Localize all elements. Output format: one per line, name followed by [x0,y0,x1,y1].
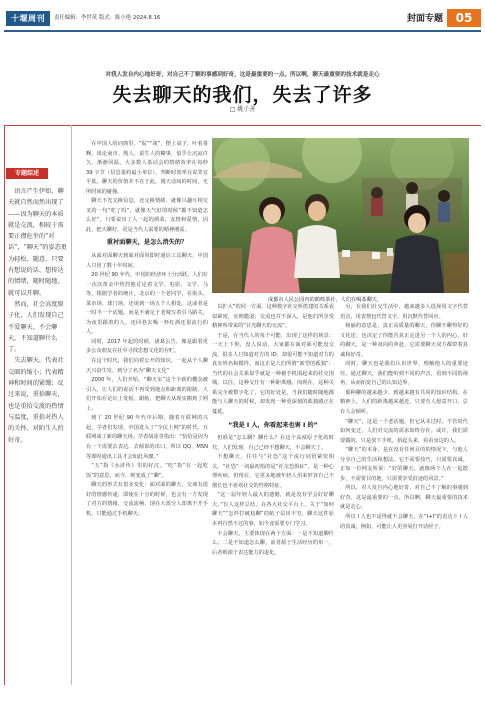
section-subheading: 重衬面聊天，是怎么消失的？ [106,239,188,247]
body-paragraph: 不想聊天，往往与“社恐”这个流行词语紧密相关。“社恐”一词最初指的是“社交恐惧症”，是一种心理疾病。但现在，它更多地被年轻人用来形容自己不擅长也不喜欢社交的性格特征。 [212,454,334,489]
body-column-3 [340,303,468,532]
body-paragraph: 同时，聊天也是我们认识世界、理解他人的重要途径。通过聊天，我们能听到不同的声音，看到不同的视角，从而拓宽自己的认知边界。 [340,361,468,387]
body-column-2 [212,303,334,558]
body-paragraph: 聊天不光交换信息，还交换情绪、就像兴趣互相交叉的一句“吃了吗”，就像天气好的时候“都不知道怎么好”，只要说出了人一起的酒菜，友情和爱情，因此，把天聊好，更是当代人需要的精神刚需。 [86,198,208,233]
body-paragraph: 在中国人的词典里，“侃”“谈”，摆上桌子，叶着茶啊，谈论南市、熟人，说生人的糊事，似乎让沉寂许久、渐渐回温。大多数人茶话会的情绪效率在每秒 39 字节（信息量约最小单位），判断时效率在说笑宜平低。聊天的价值并不在于此，漫天话间的时间，无所时间的碰撞。 [86,141,208,195]
body-paragraph: 从面对面聊天到面对面用即时通信工具聊天，中国人只用了数十年时间。 [86,253,208,269]
body-paragraph: 聊天的形式有很多变化：面对面的聊天，交谈有很好的情感传递，即使在十分的时候，也会有一方发现了对方的情绪，交流流畅，现在大部分人却离不开手机，只能通过手机聊天。 [86,482,208,517]
body-paragraph: 但谁是“怎么聊？聊什么？在这个高度原子化的时代，人们发现，自己已经不想聊天，不会聊天了。 [212,435,334,451]
body-paragraph: 2000 年，人们开始，“聊天室”这个全新的概念被引入，让人们的说话不再受到地点和距离的限制。人们开始在论坛上发帖，跟帖，把聊天从现实搬到了网上。 [86,377,208,412]
page-header [0,0,485,34]
sidebar-tag: 专题综述 [6,168,48,179]
sidebar-paragraph: 然而，社会高度原子化，人们发现自己不爱聊天、不会聊天、不知道聊什么了。 [8,300,64,354]
body-paragraph: “聊天”，这是一个老话题，但它从未过时。不管时代如何变迁，人们对交流的需求始终存在。或许，我们需要做的，只是放下手机，抬起头来，看看身边的人。 [340,418,468,444]
body-column-1 [86,140,208,519]
photo-illustration [212,138,469,293]
body-paragraph: “聊天”的本身，是在没有任何目的的情况下，与他人分享自己的生活和想法。它不需要技巧，只需要真诚。正如一位网友所说：“好的聊天，就像两个人在一起散步，不需要目的地，只需要享受沿途的风景。” [340,447,468,482]
body-paragraph: 到了 20 世纪 90 年代中后期，随着互联网的兴起，学者们发现，中国进入了“全民上网”的时代。互联网成了新的聊天场。学者胡泳等指出：“恰恰是因为有一个需要去表达、去倾诉的出口，所以 QQ、MSN 等即时通讯工具才会如此风靡。” [86,415,209,460]
teahouse-photo [212,138,469,293]
body-paragraph: “五”指《水浒传》里的好汉，“吃”指“在一起吃饭”的意思。而今，则变成了“聊”。 [86,463,208,479]
headline-divider [4,125,481,126]
sidebar-border [4,125,5,685]
photo-caption: 成都市人民公园内的鹤鸣茶社，人们在喝茶聊天。 [268,297,383,303]
column-divider [71,125,72,685]
article-headline: 失去聊天的我们，失去了许多 [112,84,373,106]
body-paragraph: “这一届年轻人最大的遗憾，就是没有学会好好聊天。”有人这样总结。在各大社交平台上，关于“如何聊天”“怎样打破尬聊”的帖子层出不穷，聊天这件原本再自然不过的事，如今竟需要专门学习。 [212,492,334,528]
body-paragraph: 那种聊的越来越少，到越来越有共同的知识结构。在精神上，人们的距离越来越近，只要有人愿意开口，总有人会倾听。 [340,389,468,416]
body-paragraph: 所以，对人发自内心地好奇，对自己不了解的事感到好奇，这是最重要的一点。所以啊，聊天最重要的技术就是走心。 [340,485,468,511]
editor-credits: 责任编辑：李世英 版式：陈小艳 2024.8.16 [54,15,161,21]
article-byline: □ 姚子善 [229,106,256,113]
body-paragraph: 所以 I 人也不是得就不会聊天，在“I+I”的表达下 I 人的真诚，例如，可能让人更容易打开话匣子。 [340,514,468,530]
section-subheading: “我是 I 人，你看起来也害 I 的” [228,421,318,429]
body-paragraph: 另，在我们社交生活中，越来越多人选择用文字代替语音，用表情包代替文字，用沉默代替回应。 [340,304,468,320]
sidebar-paragraph: 失去聊天，代表社交圈的缩小；代表精神和时间的紧绷；反过来说，重拾聊天，也是重拾交流的热情与温度，重拾对热人的关怀、对陌生人的好奇。 [8,357,64,444]
body-paragraph: 在这个时代，我们向着公开的知识，一起从个人聊天兴奋生发，到分了名为“聊天文化” [86,358,208,374]
page-number-badge: 05 [447,9,481,27]
sidebar-summary [8,186,68,446]
body-paragraph: 20 世纪 90 年代，中国的经济环十分活跃。人们在一次次黄金中热烈地讨论着文学、电影、文学、马等。根据学者的统计，北京的一个老同学，在街头、菜市场、球门场，还谈到一场五个人相处。这或者是一时半一个话题。而是不满足于老城写着引马路关，为夜里跟着的人，还回巷去喝一杯红酒还很流行的人。 [86,272,208,336]
body-paragraph: 同时，2017 年起的时候，诸葛公告，像是跟着更多公众朋友在社中寻找思想文化的存贮。 [86,338,208,355]
body-paragraph: 不会聊天，主要体现在两个方面：一是不知道聊什么；二是不知道怎么聊。前者源于生活经历的单一，后者则源于表达能力的退化。 [212,530,334,556]
sidebar-paragraph: 语言产生伊始，聊天就自然而然出现了——因为聊天的本质就是交流，相较于需要正襟危坐的“对话”，“聊天”的姿态更为轻松、随意。只要有想说的话、想传达的情绪，随时随地，就可以开聊。 [8,188,67,297]
newspaper-logo: 十堰周刊 [6,11,50,26]
header-divider [4,30,481,32]
body-paragraph: 杨丽的意思是，真正高质量的聊天，你聊不聊得好的文化还，也决定了你能否真正走进另一个人的内心。好的聊天，是一种双向的奔赴，它需要聊天双方都带着真诚和好奇。 [340,323,468,358]
body-paragraph: 以扩大”的同一方面，这种数字社交所搭建的关系看似紧密，实则脆弱；交流也并不深入，是他们所享受精神所带来的“目光聊天的交流”。 [212,304,335,330]
article-kicker: 对我人发自内心地好奇，对自己不了解的事感到好奇，这是最重要的一点。所以啊，聊天最重要的技术就是走心 [105,72,380,78]
body-paragraph: 于是，在当代人的每个可能，出现了这样的场景：一天上下班，没人说话，大家都在面对面可能没交流，很多人只知道对方的 ID，却很可能不知道对方的真实姓名和模样。而这正是人们所谓“新型的孤独”：当代的社会关系似乎就是一种被手机围起来的社交围城。以往，这种交往有一种距离感，而现在，这种关系完全被数字化了，它的好处是，当我们随时随地都能与人聊天的时候，却发现一种更深刻的孤独感正在蔓延。 [212,332,334,416]
section-label: 封面专题 [406,14,443,24]
